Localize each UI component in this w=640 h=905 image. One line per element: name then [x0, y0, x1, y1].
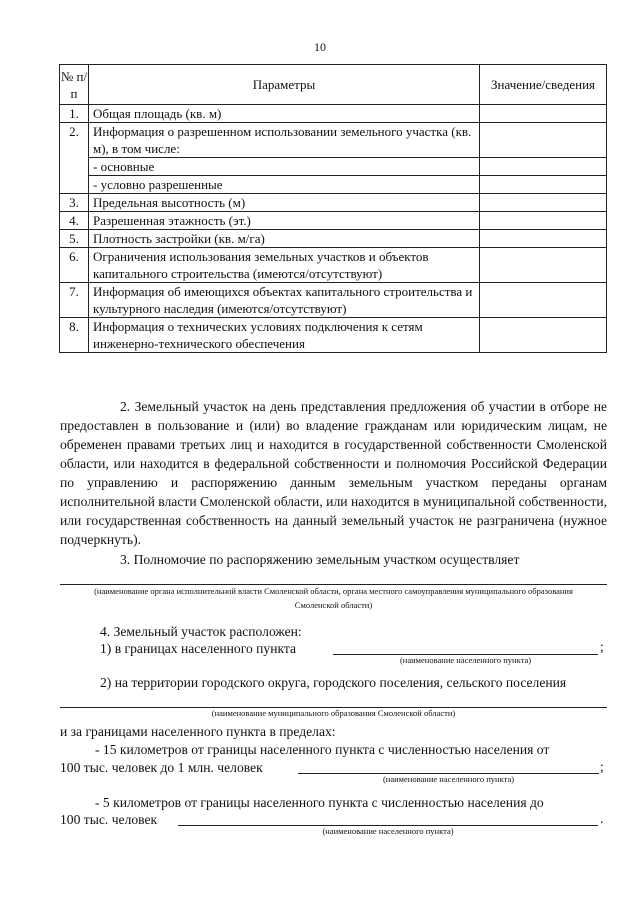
table-row — [60, 194, 607, 212]
row-param: Плотность застройки (кв. м/га) — [89, 230, 480, 248]
row-num: 8. — [60, 318, 89, 353]
paragraph-3: 3. Полномочие по распоряжению земельным участком осуществляет — [120, 552, 520, 567]
table-row — [60, 248, 607, 283]
row-value — [480, 158, 607, 176]
table-header-row — [60, 65, 607, 105]
settlement-caption: (наименование населенного пункта) — [399, 655, 532, 665]
table-row — [60, 230, 607, 248]
page-number: 10 — [314, 40, 326, 54]
paragraph-4-1: 1) в границах населенного пункта — [100, 641, 297, 656]
authority-caption-line2: Смоленской области) — [294, 600, 373, 610]
paragraph-4-2: 2) на территории городского округа, городского поселения, сельского поселения — [100, 675, 567, 690]
row-num: 4. — [60, 212, 89, 230]
paragraph-4: 4. Земельный участок расположен: — [100, 624, 302, 639]
semicolon: ; — [600, 759, 604, 774]
row-num: 7. — [60, 283, 89, 318]
table-row — [60, 123, 607, 158]
row-value — [480, 283, 607, 318]
row-param: Информация о разрешенном использовании земельного участка (кв. м), в том числе: — [89, 123, 480, 158]
row-param: Разрешенная этажность (эт.) — [89, 212, 480, 230]
paragraph-2: 2. Земельный участок на день представления предложения об участии в отборе не предоставлен в пользование и (или) во владение гражданам или юридическим лицам, не обременен правами третьих лиц и находится в государственной собственности Смоленской области, или находится в федеральной собственности и полномочия Российской Федерации по управлению и распоряжению данным земельным участком переданы органам исполнительной власти Смоленской области, или находится в муниципальной собственности, или государственная собственность на данный земельный участок не разграничена (нужное подчеркнуть). — [60, 399, 607, 547]
row-value — [480, 248, 607, 283]
paragraph-4-3a-line2: 100 тыс. человек до 1 млн. человек — [60, 760, 263, 775]
settlement-caption: (наименование населенного пункта) — [382, 774, 515, 784]
authority-caption-line1: (наименование органа исполнительной власти Смоленской области, органа местного самоуправления муниципального образования — [94, 586, 573, 596]
row-value — [480, 318, 607, 353]
table-row — [60, 158, 607, 176]
row-num: 3. — [60, 194, 89, 212]
period: . — [600, 811, 604, 826]
paragraph-4-3a-line1: - 15 километров от границы населенного пункта с численностью населения от — [95, 742, 550, 757]
row-value — [480, 212, 607, 230]
table-row — [60, 212, 607, 230]
settlement-caption: (наименование населенного пункта) — [322, 826, 454, 836]
row-value — [480, 105, 607, 123]
header-value: Значение/сведения — [480, 65, 607, 105]
paragraph-4-3b-line2: 100 тыс. человек — [60, 812, 158, 827]
blank-line — [60, 584, 607, 585]
header-parameters: Параметры — [89, 65, 480, 105]
paragraph-4-3: и за границами населенного пункта в пределах: — [60, 724, 336, 739]
row-value — [480, 194, 607, 212]
table-row — [60, 318, 607, 353]
parameters-table — [59, 64, 607, 353]
row-param: - условно разрешенные — [89, 176, 480, 194]
row-num: 2. — [60, 123, 89, 194]
row-num: 1. — [60, 105, 89, 123]
row-value — [480, 230, 607, 248]
row-param: Общая площадь (кв. м) — [89, 105, 480, 123]
row-num: 6. — [60, 248, 89, 283]
row-param: Ограничения использования земельных участков и объектов капитального строительства (имеются/отсутствуют) — [89, 248, 480, 283]
row-param: Информация о технических условиях подключения к сетям инженерно-технического обеспечения — [89, 318, 480, 353]
table-row — [60, 283, 607, 318]
paragraph-4-3b-line1: - 5 километров от границы населенного пункта с численностью населения до — [95, 795, 544, 810]
table-row — [60, 176, 607, 194]
row-param: - основные — [89, 158, 480, 176]
row-param: Предельная высотность (м) — [89, 194, 480, 212]
row-num: 5. — [60, 230, 89, 248]
row-value — [480, 176, 607, 194]
municipality-caption: (наименование муниципального образования Смоленской области) — [211, 708, 456, 718]
row-param: Информация об имеющихся объектах капитального строительства и культурного наследия (имеются/отсутствуют) — [89, 283, 480, 318]
semicolon: ; — [600, 639, 604, 654]
row-value — [480, 123, 607, 158]
header-num: № п/п — [60, 65, 89, 105]
table-row — [60, 105, 607, 123]
